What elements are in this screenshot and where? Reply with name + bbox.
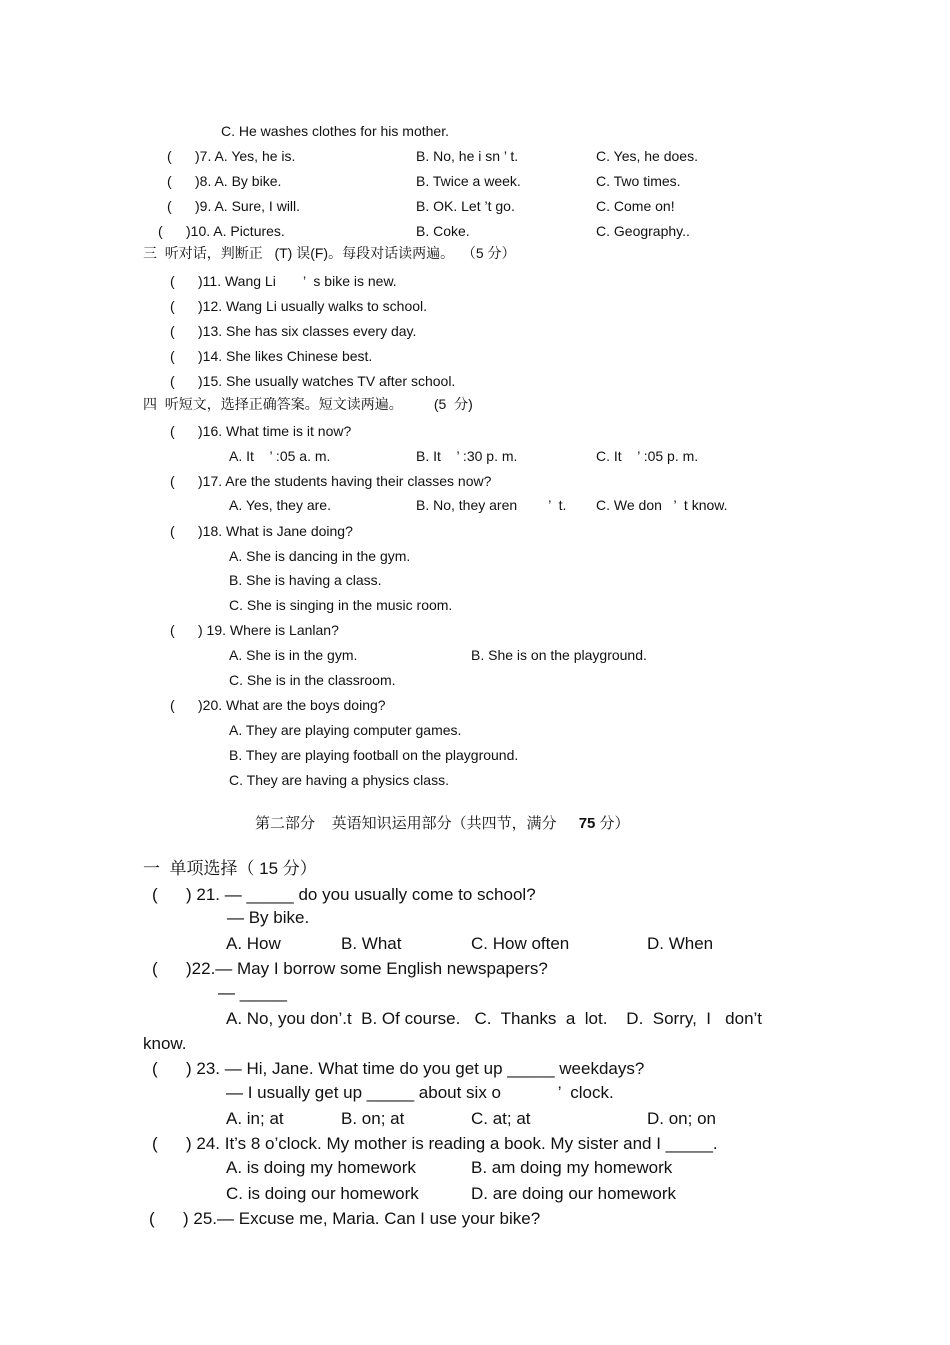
section-3-heading: 三 听对话，判断正 (T) 误(F)。每段对话读两遍。 （5 分） (143, 245, 516, 261)
q20-stem: ( )20. What are the boys doing? (170, 697, 386, 713)
q15: ( )15. She usually watches TV after school. (170, 373, 456, 389)
q12: ( )12. Wang Li usually walks to school. (170, 298, 428, 314)
q23-option-a: A. in; at (226, 1109, 284, 1128)
q20-option-b: B. They are playing football on the playground. (229, 747, 519, 763)
q20-option-c: C. They are having a physics class. (229, 772, 449, 788)
q9-stem: ( )9. A. Sure, I will. (167, 198, 301, 214)
q10-option-b: B. Coke. (416, 223, 470, 239)
q22-blank: — _____ (218, 983, 287, 1002)
q23-option-c: C. at; at (471, 1109, 531, 1128)
q21-option-d: D. When (647, 934, 714, 953)
q16-option-b: B. It ’ :30 p. m. (416, 448, 518, 464)
q16-stem: ( )16. What time is it now? (170, 423, 352, 439)
q22-stem: ( )22.— May I borrow some English newspapers? (152, 959, 548, 978)
q19-option-b: B. She is on the playground. (471, 647, 647, 663)
q16-option-c: C. It ’ :05 p. m. (596, 448, 699, 464)
q19-stem: ( ) 19. Where is Lanlan? (170, 622, 339, 638)
part-2-title (255, 816, 630, 831)
q21-option-c: C. How often (471, 934, 570, 953)
q17-option-c: C. We don ’ t know. (596, 497, 728, 513)
q19-option-c: C. She is in the classroom. (229, 672, 396, 688)
q21-stem: ( ) 21. — _____ do you usually come to school? (152, 885, 536, 904)
q13: ( )13. She has six classes every day. (170, 323, 417, 339)
section-4-heading: 四 听短文，选择正确答案。短文读两遍。 (5 分) (143, 396, 473, 412)
q19-option-a: A. She is in the gym. (229, 647, 358, 663)
q17-option-a: A. Yes, they are. (229, 497, 331, 513)
q7-option-c: C. Yes, he does. (596, 148, 698, 164)
q24-stem: ( ) 24. It’s 8 o’clock. My mother is reading a book. My sister and I _____. (152, 1134, 718, 1153)
q17-stem: ( )17. Are the students having their classes now? (170, 473, 492, 489)
q7-stem: ( )7. A. Yes, he is. (167, 148, 296, 164)
part-2-title-suffix: 分） (595, 815, 630, 832)
q18-stem: ( )18. What is Jane doing? (170, 523, 353, 539)
q10-option-c: C. Geography.. (596, 223, 690, 239)
part-2-title-text: 第二部分 英语知识运用部分（共四节，满分 (255, 815, 557, 832)
q24-option-c: C. is doing our homework (226, 1184, 419, 1203)
q9-option-c: C. Come on! (596, 198, 675, 214)
q20-option-a: A. They are playing computer games. (229, 722, 462, 738)
q23-answer: — I usually get up _____ about six o ’ clock. (226, 1083, 614, 1102)
part-2-total-score: 75 (578, 815, 596, 832)
q24-option-a: A. is doing my homework (226, 1158, 416, 1177)
q8-option-c: C. Two times. (596, 173, 681, 189)
q14: ( )14. She likes Chinese best. (170, 348, 373, 364)
q23-option-d: D. on; on (647, 1109, 716, 1128)
q21-option-a: A. How (226, 934, 281, 953)
q23-option-b: B. on; at (341, 1109, 405, 1128)
q16-option-a: A. It ’ :05 a. m. (229, 448, 331, 464)
section-1-heading: 一 单项选择（ 15 分） (143, 859, 317, 878)
q22-options-continued: know. (143, 1034, 187, 1053)
q17-option-b: B. No, they aren ’ t. (416, 497, 567, 513)
q6-option-c: C. He washes clothes for his mother. (221, 123, 449, 139)
q21-option-b: B. What (341, 934, 402, 953)
q18-option-a: A. She is dancing in the gym. (229, 548, 411, 564)
q18-option-c: C. She is singing in the music room. (229, 597, 453, 613)
q7-option-b: B. No, he i sn ’ t. (416, 148, 519, 164)
q10-stem: ( )10. A. Pictures. (158, 223, 285, 239)
q18-option-b: B. She is having a class. (229, 572, 382, 588)
q9-option-b: B. OK. Let ’t go. (416, 198, 515, 214)
q8-stem: ( )8. A. By bike. (167, 173, 282, 189)
q22-options: A. No, you don’.t B. Of course. C. Thanks a lot. D. Sorry, I don’t (226, 1009, 763, 1028)
q24-option-b: B. am doing my homework (471, 1158, 673, 1177)
q21-answer: — By bike. (227, 908, 310, 927)
q8-option-b: B. Twice a week. (416, 173, 521, 189)
q11: ( )11. Wang Li ’ s bike is new. (170, 273, 397, 289)
q24-option-d: D. are doing our homework (471, 1184, 677, 1203)
q25-stem: ( ) 25.— Excuse me, Maria. Can I use your bike? (149, 1209, 541, 1228)
q23-stem: ( ) 23. — Hi, Jane. What time do you get up _____ weekdays? (152, 1059, 645, 1078)
